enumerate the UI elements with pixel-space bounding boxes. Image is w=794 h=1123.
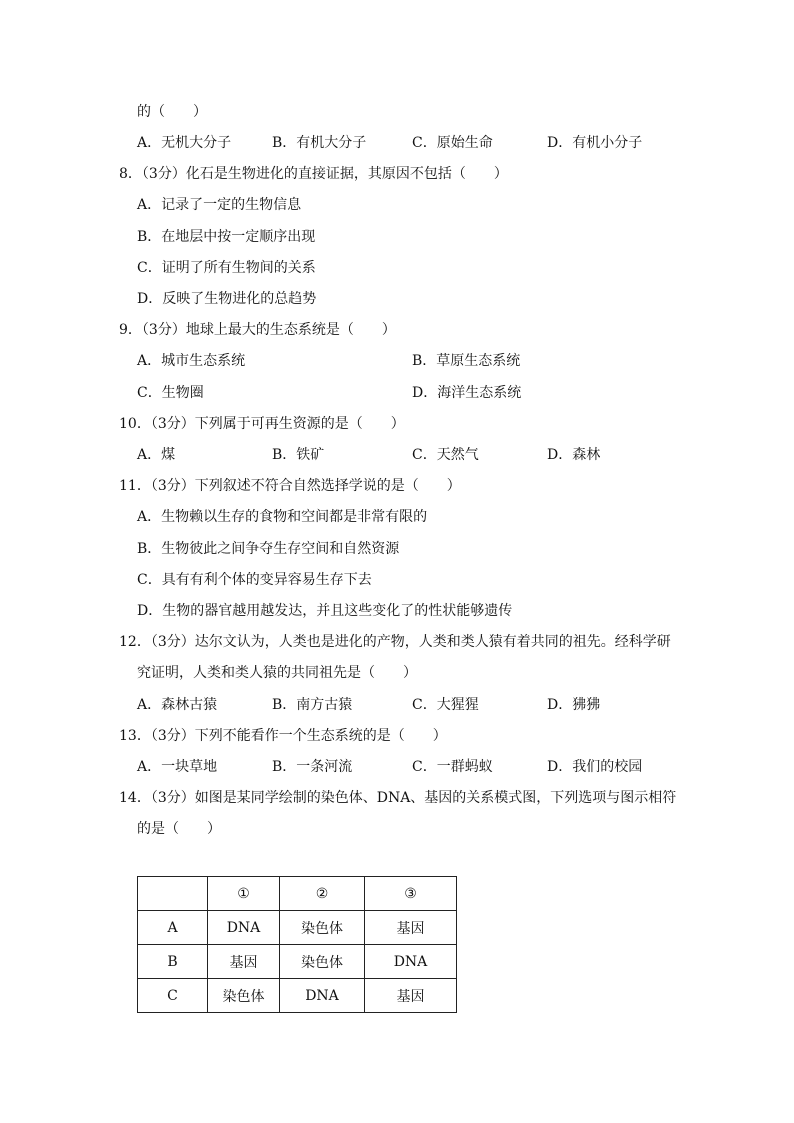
q9-option-b: B．草原生态系统 <box>412 353 521 369</box>
q7-stem-tail: 的（ ） <box>137 104 207 120</box>
table-row <box>138 979 457 1013</box>
q14-stem-line1: 14．（3分）如图是某同学绘制的染色体、DNA、基因的关系模式图，下列选项与图示相符 <box>119 790 677 806</box>
table-row <box>138 945 457 979</box>
q13-option-d: D．我们的校园 <box>547 759 643 775</box>
q11-stem: 11．（3分）下列叙述不符合自然选择学说的是（ ） <box>119 478 461 494</box>
q13-option-a: A．一块草地 <box>137 759 218 775</box>
q12-option-a: A．森林古猿 <box>137 697 218 713</box>
table-cell: A <box>138 911 208 945</box>
q10-option-b: B．铁矿 <box>272 447 325 463</box>
q13-stem: 13．（3分）下列不能看作一个生态系统的是（ ） <box>119 728 447 744</box>
table-header-row <box>138 877 457 911</box>
table-row <box>138 911 457 945</box>
q9-option-a: A．城市生态系统 <box>137 353 246 369</box>
q11-option-b: B．生物彼此之间争夺生存空间和自然资源 <box>137 541 400 557</box>
table-header-cell: ③ <box>365 877 457 911</box>
q12-option-d: D．狒狒 <box>547 697 601 713</box>
q8-option-c: C．证明了所有生物间的关系 <box>137 260 316 276</box>
table-cell: C <box>138 979 208 1013</box>
table-cell: 基因 <box>365 911 457 945</box>
q10-option-c: C．天然气 <box>412 447 479 463</box>
table-cell: 染色体 <box>280 911 365 945</box>
table-cell: 染色体 <box>280 945 365 979</box>
q11-option-a: A．生物赖以生存的食物和空间都是非常有限的 <box>137 509 428 525</box>
table-cell: DNA <box>365 945 457 979</box>
q13-option-c: C．一群蚂蚁 <box>412 759 493 775</box>
table-cell: 基因 <box>365 979 457 1013</box>
q8-option-d: D．反映了生物进化的总趋势 <box>137 291 317 307</box>
q7-option-b: B．有机大分子 <box>272 135 367 151</box>
table-cell: B <box>138 945 208 979</box>
q9-stem: 9．（3分）地球上最大的生态系统是（ ） <box>119 322 396 338</box>
q7-option-c: C．原始生命 <box>412 135 493 151</box>
q9-option-c: C．生物圈 <box>137 385 204 401</box>
table-cell: DNA <box>208 911 280 945</box>
q8-stem: 8．（3分）化石是生物进化的直接证据，其原因不包括（ ） <box>119 166 508 182</box>
q11-option-d: D．生物的器官越用越发达，并且这些变化了的性状能够遗传 <box>137 603 513 619</box>
q14-relation-table <box>137 876 457 1013</box>
table-cell: 基因 <box>208 945 280 979</box>
q12-option-c: C．大猩猩 <box>412 697 479 713</box>
table-header-cell: ② <box>280 877 365 911</box>
q10-stem: 10．（3分）下列属于可再生资源的是（ ） <box>119 416 405 432</box>
q8-option-a: A．记录了一定的生物信息 <box>137 197 302 213</box>
table-header-cell: ① <box>208 877 280 911</box>
q9-option-d: D．海洋生态系统 <box>412 385 522 401</box>
q10-option-a: A．煤 <box>137 447 176 463</box>
q12-stem-line1: 12．（3分）达尔文认为，人类也是进化的产物，人类和类人猿有着共同的祖先。经科学研 <box>119 634 671 650</box>
table-cell: 染色体 <box>208 979 280 1013</box>
q11-option-c: C．具有有利个体的变异容易生存下去 <box>137 572 372 588</box>
q10-option-d: D．森林 <box>547 447 601 463</box>
q14-stem-line2: 的是（ ） <box>137 821 221 837</box>
q7-option-a: A．无机大分子 <box>137 135 232 151</box>
q13-option-b: B．一条河流 <box>272 759 353 775</box>
table-cell: DNA <box>280 979 365 1013</box>
q12-option-b: B．南方古猿 <box>272 697 353 713</box>
q7-option-d: D．有机小分子 <box>547 135 643 151</box>
q12-stem-line2: 究证明，人类和类人猿的共同祖先是（ ） <box>137 665 417 681</box>
q8-option-b: B．在地层中按一定顺序出现 <box>137 229 316 245</box>
table-header-cell <box>138 877 208 911</box>
